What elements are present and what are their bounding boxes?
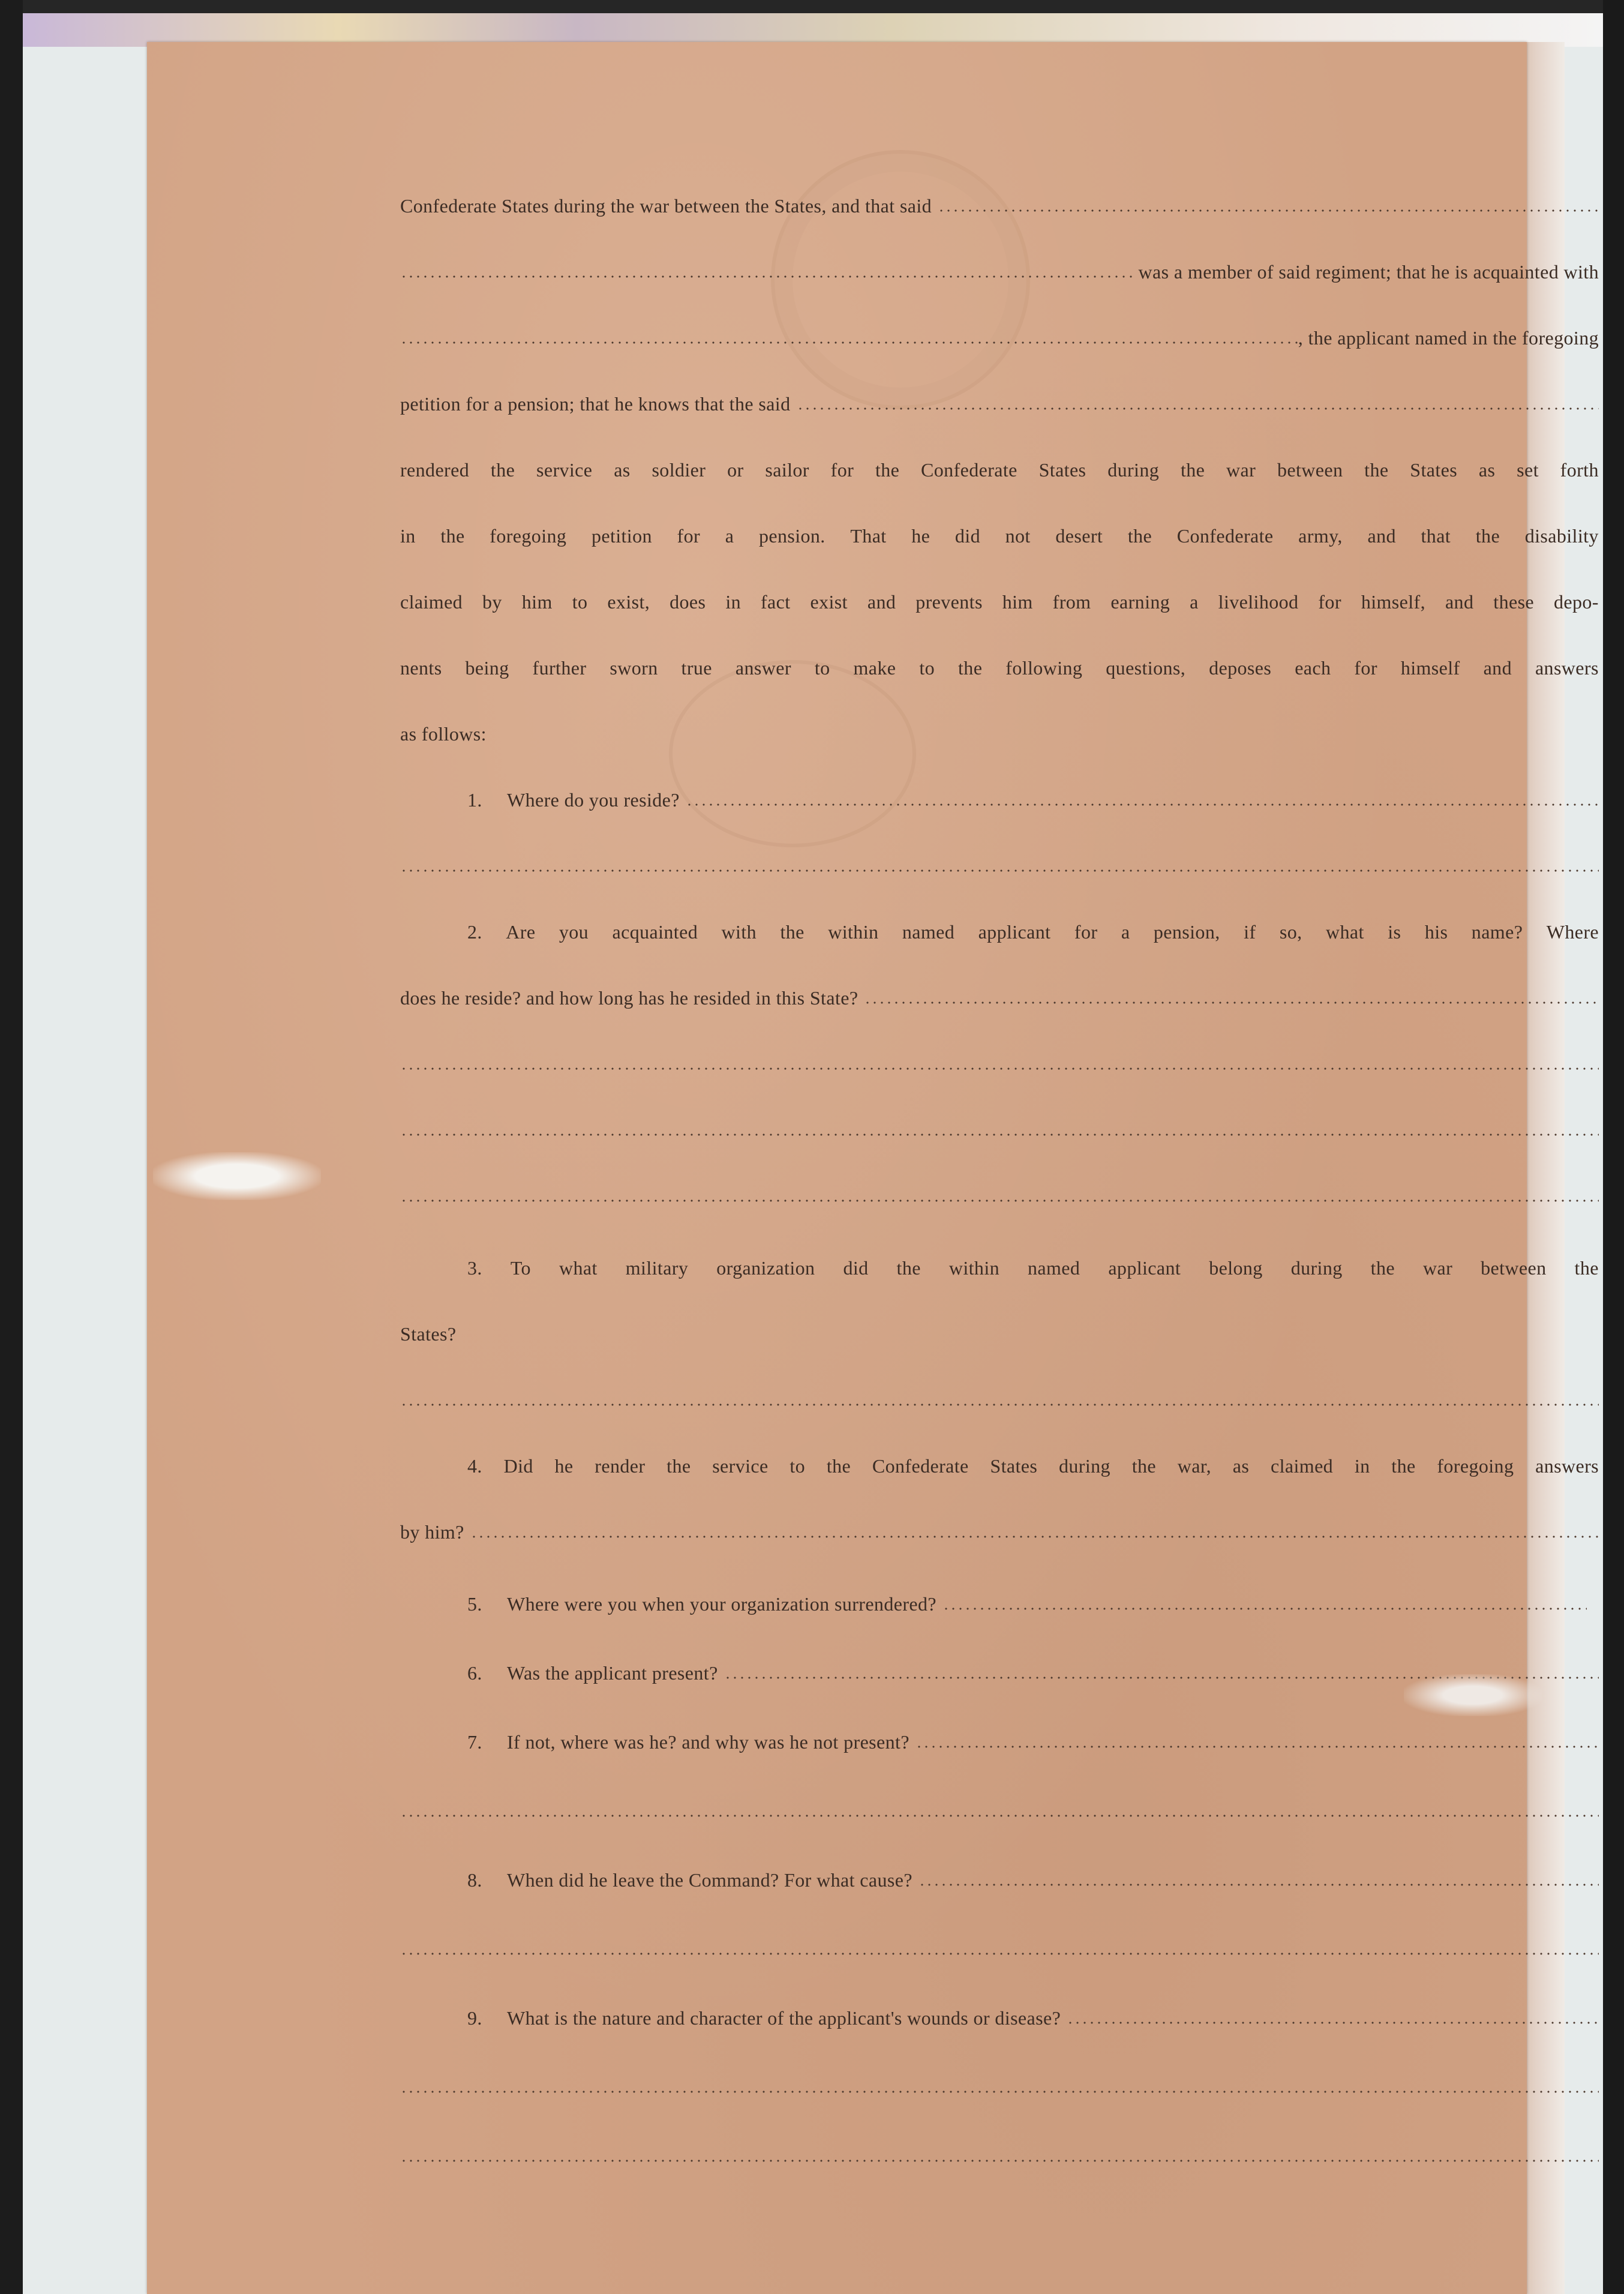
answer-blank [942, 1608, 1587, 1610]
question-text: When did he leave the Command? For what cause? [507, 1869, 912, 1891]
answer-blank [400, 1067, 1599, 1070]
word: livelihood [1218, 591, 1299, 613]
word: himself [1400, 657, 1460, 679]
answer-blank [400, 869, 1599, 872]
word: war [1226, 459, 1256, 481]
question-text: by him? [400, 1521, 464, 1543]
question-text: What is the nature and character of the applicant's wounds or disease? [507, 2007, 1061, 2029]
question-number: 7. [467, 1731, 482, 1753]
word: being [465, 657, 509, 679]
word: so, [1279, 921, 1302, 943]
word: render [595, 1455, 646, 1477]
word: during [1058, 1455, 1110, 1477]
para-line-7 [400, 580, 1599, 613]
word: Confederate [921, 459, 1017, 481]
question-text: Where were you when your organization surrendered? [507, 1593, 936, 1615]
answer-line [400, 2065, 1599, 2098]
answer-blank [915, 1746, 1599, 1748]
question-3-cont [400, 1312, 1599, 1345]
answer-line [400, 1108, 1599, 1141]
word: for [1354, 657, 1377, 679]
answer-blank [400, 1953, 1599, 1955]
word: service [536, 459, 593, 481]
word: the [1127, 525, 1152, 547]
answer-line [400, 1927, 1599, 1960]
word: the [875, 459, 900, 481]
scanner-frame-top [0, 0, 1624, 13]
word: a [1190, 591, 1199, 613]
word: organization [716, 1257, 815, 1279]
word: military [625, 1257, 689, 1279]
word: war [1422, 1257, 1453, 1279]
para-line-8 [400, 646, 1599, 679]
question-number: 1. [467, 789, 482, 811]
word: the [1364, 459, 1389, 481]
word: following [1005, 657, 1083, 679]
word: desert [1055, 525, 1103, 547]
question-text: Where do you reside? [507, 789, 680, 811]
question-text: does he reside? and how long has he resided in this State? [400, 987, 858, 1009]
word: the [780, 921, 805, 943]
fill-in-blank [400, 275, 1133, 278]
word: to [790, 1455, 806, 1477]
word: does [670, 591, 706, 613]
answer-blank [918, 1884, 1599, 1886]
word: the [440, 525, 465, 547]
word: sworn [610, 657, 658, 679]
answer-blank [400, 1133, 1599, 1136]
word: him [1002, 591, 1033, 613]
answer-line [400, 1042, 1599, 1075]
word: if [1244, 921, 1256, 943]
word: Where [1546, 921, 1599, 943]
word: petition [591, 525, 652, 547]
question-number: 2. [467, 921, 482, 943]
scanner-frame-right [1603, 0, 1624, 2294]
para-line-3 [400, 316, 1599, 349]
word: for [1074, 921, 1098, 943]
answer-blank [400, 2091, 1599, 2093]
word: questions, [1106, 657, 1186, 679]
question-2 [467, 910, 1599, 943]
answer-blank [400, 1404, 1599, 1406]
word: him [521, 591, 553, 613]
word: the [1391, 1455, 1416, 1477]
question-text: States? [400, 1323, 457, 1345]
word: his [1424, 921, 1448, 943]
word: States [1410, 459, 1458, 481]
word: the [1131, 1455, 1156, 1477]
word: army, [1298, 525, 1343, 547]
answer-line [400, 844, 1599, 877]
question-number: 3. [467, 1257, 482, 1279]
question-number: 4. [467, 1455, 482, 1477]
word: for [677, 525, 701, 547]
answer-blank [1067, 2022, 1599, 2024]
word: the [1180, 459, 1205, 481]
question-number: 8. [467, 1869, 482, 1891]
para-line-9 [400, 712, 1599, 745]
word: nents [400, 657, 442, 679]
word: between [1277, 459, 1343, 481]
scanner-frame-left [0, 0, 23, 2294]
word: a [1121, 921, 1130, 943]
word: applicant [1108, 1257, 1181, 1279]
word: by [482, 591, 502, 613]
word: name? [1471, 921, 1523, 943]
word: during [1290, 1257, 1343, 1279]
word: rendered [400, 459, 470, 481]
word: and [1367, 525, 1396, 547]
word: did [954, 525, 980, 547]
word: foregoing [1437, 1455, 1514, 1477]
word: that [1421, 525, 1451, 547]
word: make [853, 657, 896, 679]
word: he [554, 1455, 574, 1477]
question-4 [467, 1444, 1599, 1477]
para-line-1 [400, 184, 1599, 217]
word: for [1318, 591, 1341, 613]
question-number: 5. [467, 1593, 482, 1615]
word: war, [1177, 1455, 1212, 1477]
word: Are [506, 921, 536, 943]
word: what [1325, 921, 1364, 943]
word: he [911, 525, 930, 547]
word: from [1052, 591, 1091, 613]
document-page [147, 42, 1599, 2294]
word: named [1028, 1257, 1080, 1279]
paper-tear [153, 1152, 321, 1200]
word: within [828, 921, 879, 943]
answer-blank [470, 1536, 1599, 1538]
word: true [681, 657, 712, 679]
word: foregoing [490, 525, 567, 547]
answer-blank [686, 803, 1599, 806]
word: answer [735, 657, 791, 679]
word: to [814, 657, 830, 679]
para-line-3-text: , the applicant named in the foregoing [1298, 327, 1599, 349]
word: named [902, 921, 955, 943]
word: and [1483, 657, 1512, 679]
answer-blank [400, 2160, 1599, 2162]
question-9 [467, 1996, 1599, 2029]
word: is [1388, 921, 1401, 943]
question-number: 9. [467, 2007, 482, 2029]
word: States [990, 1455, 1038, 1477]
word: the [1475, 525, 1500, 547]
paper-tear-right [1404, 1674, 1542, 1716]
word: these [1493, 591, 1535, 613]
word: to [572, 591, 588, 613]
question-7 [467, 1720, 1599, 1753]
answer-line [400, 2134, 1599, 2167]
word: in [400, 525, 416, 547]
word: exist, [607, 591, 650, 613]
para-line-9-text: as follows: [400, 723, 487, 745]
word: and [1445, 591, 1474, 613]
question-text: Was the applicant present? [507, 1662, 718, 1684]
word: to [919, 657, 935, 679]
para-line-2-text: was a member of said regiment; that he is acquainted with [1138, 261, 1599, 283]
word: forth [1560, 459, 1599, 481]
word: disability [1524, 525, 1599, 547]
word: or [727, 459, 744, 481]
word: and [867, 591, 896, 613]
word: Did [503, 1455, 533, 1477]
answer-line [400, 1174, 1599, 1207]
para-line-4-text: petition for a pension; that he knows that the said [400, 393, 791, 415]
question-5 [467, 1582, 1599, 1615]
para-line-5 [400, 448, 1599, 481]
word: To [510, 1257, 531, 1279]
word: as [614, 459, 631, 481]
word: within [948, 1257, 1000, 1279]
word: in [1354, 1455, 1370, 1477]
word: the [958, 657, 983, 679]
word: a [725, 525, 734, 547]
word: the [490, 459, 515, 481]
word: belong [1209, 1257, 1263, 1279]
question-4-cont [400, 1510, 1599, 1543]
word: each [1295, 657, 1331, 679]
word: as [1478, 459, 1496, 481]
word: applicant [978, 921, 1051, 943]
question-1 [467, 778, 1599, 811]
answer-blank [864, 1001, 1599, 1004]
word: soldier [652, 459, 706, 481]
word: set [1517, 459, 1539, 481]
word: That [850, 525, 887, 547]
answer-line [400, 1789, 1599, 1822]
fill-in-blank [400, 341, 1298, 344]
word: with [721, 921, 757, 943]
answer-line [400, 1378, 1599, 1411]
word: the [896, 1257, 921, 1279]
embossed-seal-lower [669, 660, 916, 847]
question-text: If not, where was he? and why was he not present? [507, 1731, 909, 1753]
question-8 [467, 1858, 1599, 1891]
word: what [559, 1257, 598, 1279]
word: pension, [1153, 921, 1220, 943]
para-line-6 [400, 514, 1599, 547]
word: between [1481, 1257, 1547, 1279]
answer-blank [400, 1815, 1599, 1817]
word: claimed [400, 591, 463, 613]
word: in [725, 591, 742, 613]
word: acquainted [612, 921, 698, 943]
question-3 [467, 1246, 1599, 1279]
word: as [1232, 1455, 1250, 1477]
word: answers [1535, 657, 1599, 679]
word: States [1038, 459, 1086, 481]
word: Confederate [1176, 525, 1274, 547]
word: answers [1535, 1455, 1599, 1477]
word: the [1574, 1257, 1599, 1279]
word: service [712, 1455, 769, 1477]
word: prevents [915, 591, 983, 613]
para-line-2 [400, 250, 1599, 283]
word: earning [1110, 591, 1170, 613]
para-line-1-text: Confederate States during the war between the States, and that said [400, 195, 932, 217]
word: the [667, 1455, 691, 1477]
word: not [1005, 525, 1031, 547]
word: for [830, 459, 854, 481]
word: himself, [1361, 591, 1425, 613]
word: claimed [1271, 1455, 1334, 1477]
question-2-cont [400, 976, 1599, 1009]
answer-blank [400, 1200, 1599, 1202]
word: further [532, 657, 587, 679]
fill-in-blank [938, 209, 1599, 212]
word: did [843, 1257, 869, 1279]
para-line-4 [400, 382, 1599, 415]
fill-in-blank [797, 407, 1599, 410]
word: fact [760, 591, 791, 613]
word: depo- [1553, 591, 1599, 613]
word: the [1370, 1257, 1395, 1279]
word: the [826, 1455, 851, 1477]
word: Confederate [872, 1455, 969, 1477]
question-number: 6. [467, 1662, 482, 1684]
word: exist [810, 591, 848, 613]
word: pension. [758, 525, 825, 547]
word: you [559, 921, 589, 943]
word: during [1107, 459, 1160, 481]
word: deposes [1209, 657, 1272, 679]
word: sailor [765, 459, 809, 481]
